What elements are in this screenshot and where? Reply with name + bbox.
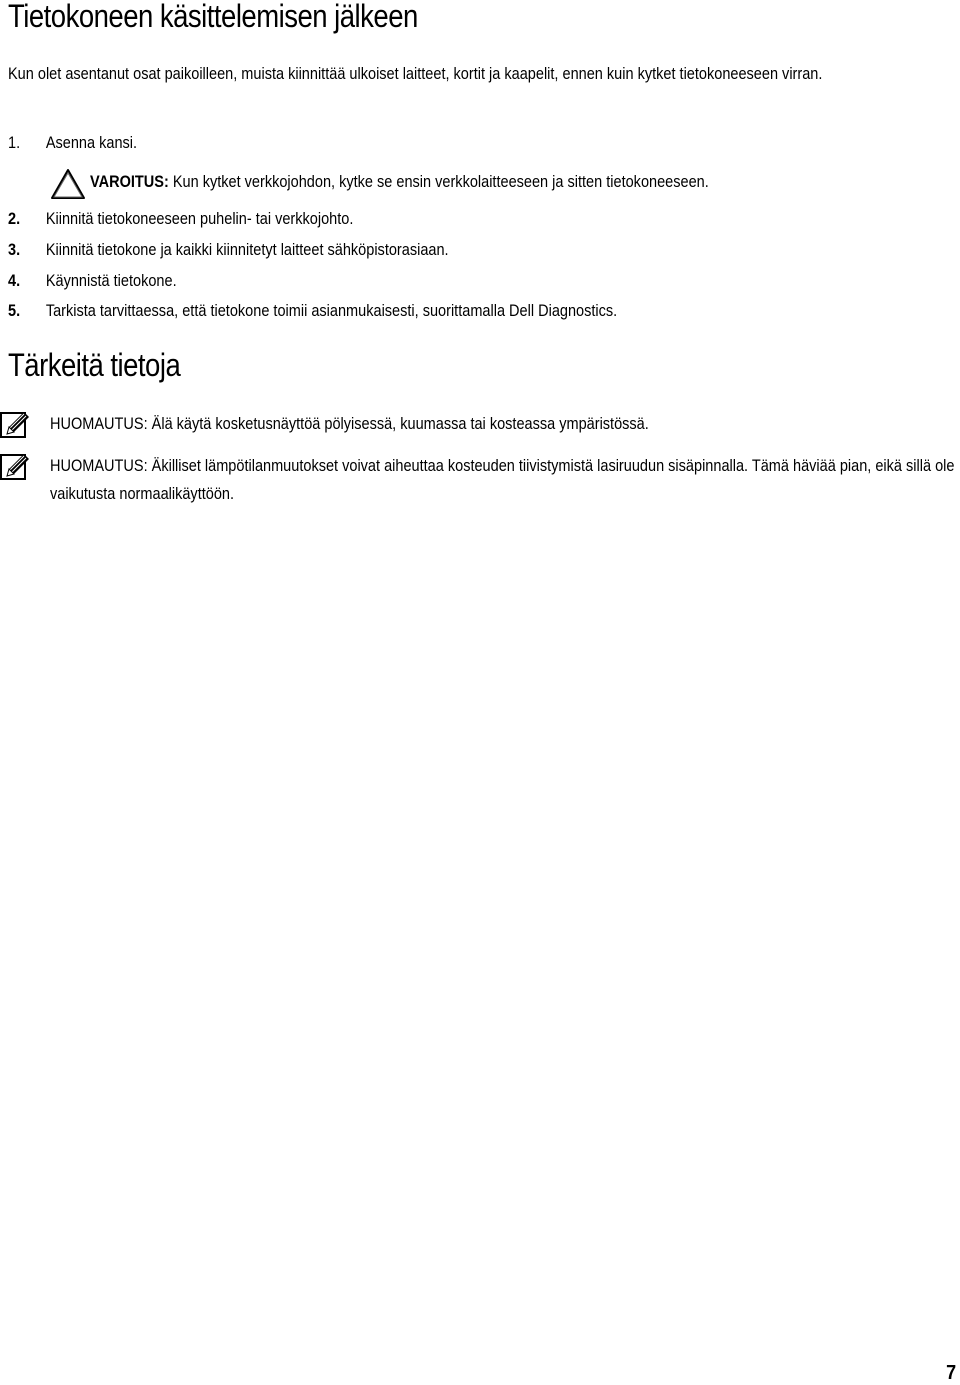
note-text-block: [50, 452, 956, 508]
note-pencil-icon: [0, 410, 30, 440]
step-number: 4.: [8, 272, 21, 290]
section-heading-after-working: Tietokoneen käsittelemisen jälkeen: [8, 0, 418, 34]
step-number: 5.: [8, 302, 21, 320]
step-number: 1.: [8, 134, 21, 152]
step-text: Käynnistä tietokone.: [45, 272, 177, 290]
step-item: [8, 132, 137, 154]
step-text: Kiinnitä tietokone ja kaikki kiinnitetyt laitteet sähköpistorasiaan.: [45, 241, 449, 259]
note-text-block: [50, 410, 956, 438]
note-text: Äkilliset lämpötilanmuutokset voivat aiheuttaa kosteuden tiivistymistä lasiruudun sisäpinnalla. Tämä häviää pian, eikä sillä ole vaikutusta normaalikäyttöön.: [50, 457, 955, 503]
step-item: [8, 270, 177, 292]
page-number: 7: [945, 1362, 956, 1384]
warning-text-line: [90, 171, 709, 193]
intro-paragraph: Kun olet asentanut osat paikoilleen, muista kiinnittää ulkoiset laitteet, kortit ja kaapelit, ennen kuin kytket tietokoneeseen virran.: [8, 65, 823, 83]
step-item: [8, 208, 353, 230]
section-heading-important-info: Tärkeitä tietoja: [8, 347, 181, 383]
step-text: Kiinnitä tietokoneeseen puhelin- tai verkkojohto.: [45, 210, 354, 228]
warning-text: Kun kytket verkkojohdon, kytke se ensin verkkolaitteeseen ja sitten tietokoneeseen.: [172, 173, 709, 191]
note-pencil-icon: [0, 452, 30, 482]
step-item: [8, 239, 449, 261]
warning-triangle-icon: [50, 168, 86, 200]
step-text: Tarkista tarvittaessa, että tietokone toimii asianmukaisesti, suorittamalla Dell Diagnostics.: [45, 302, 618, 320]
step-item: [8, 300, 617, 322]
step-text: Asenna kansi.: [45, 134, 138, 152]
note-label: HUOMAUTUS:: [50, 457, 148, 475]
step-number: 3.: [8, 241, 21, 259]
step-number: 2.: [8, 210, 21, 228]
note-label: HUOMAUTUS:: [50, 415, 148, 433]
note-text: Älä käytä kosketusnäyttöä pölyisessä, kuumassa tai kosteassa ympäristössä.: [151, 415, 649, 433]
warning-label: VAROITUS:: [90, 173, 169, 191]
